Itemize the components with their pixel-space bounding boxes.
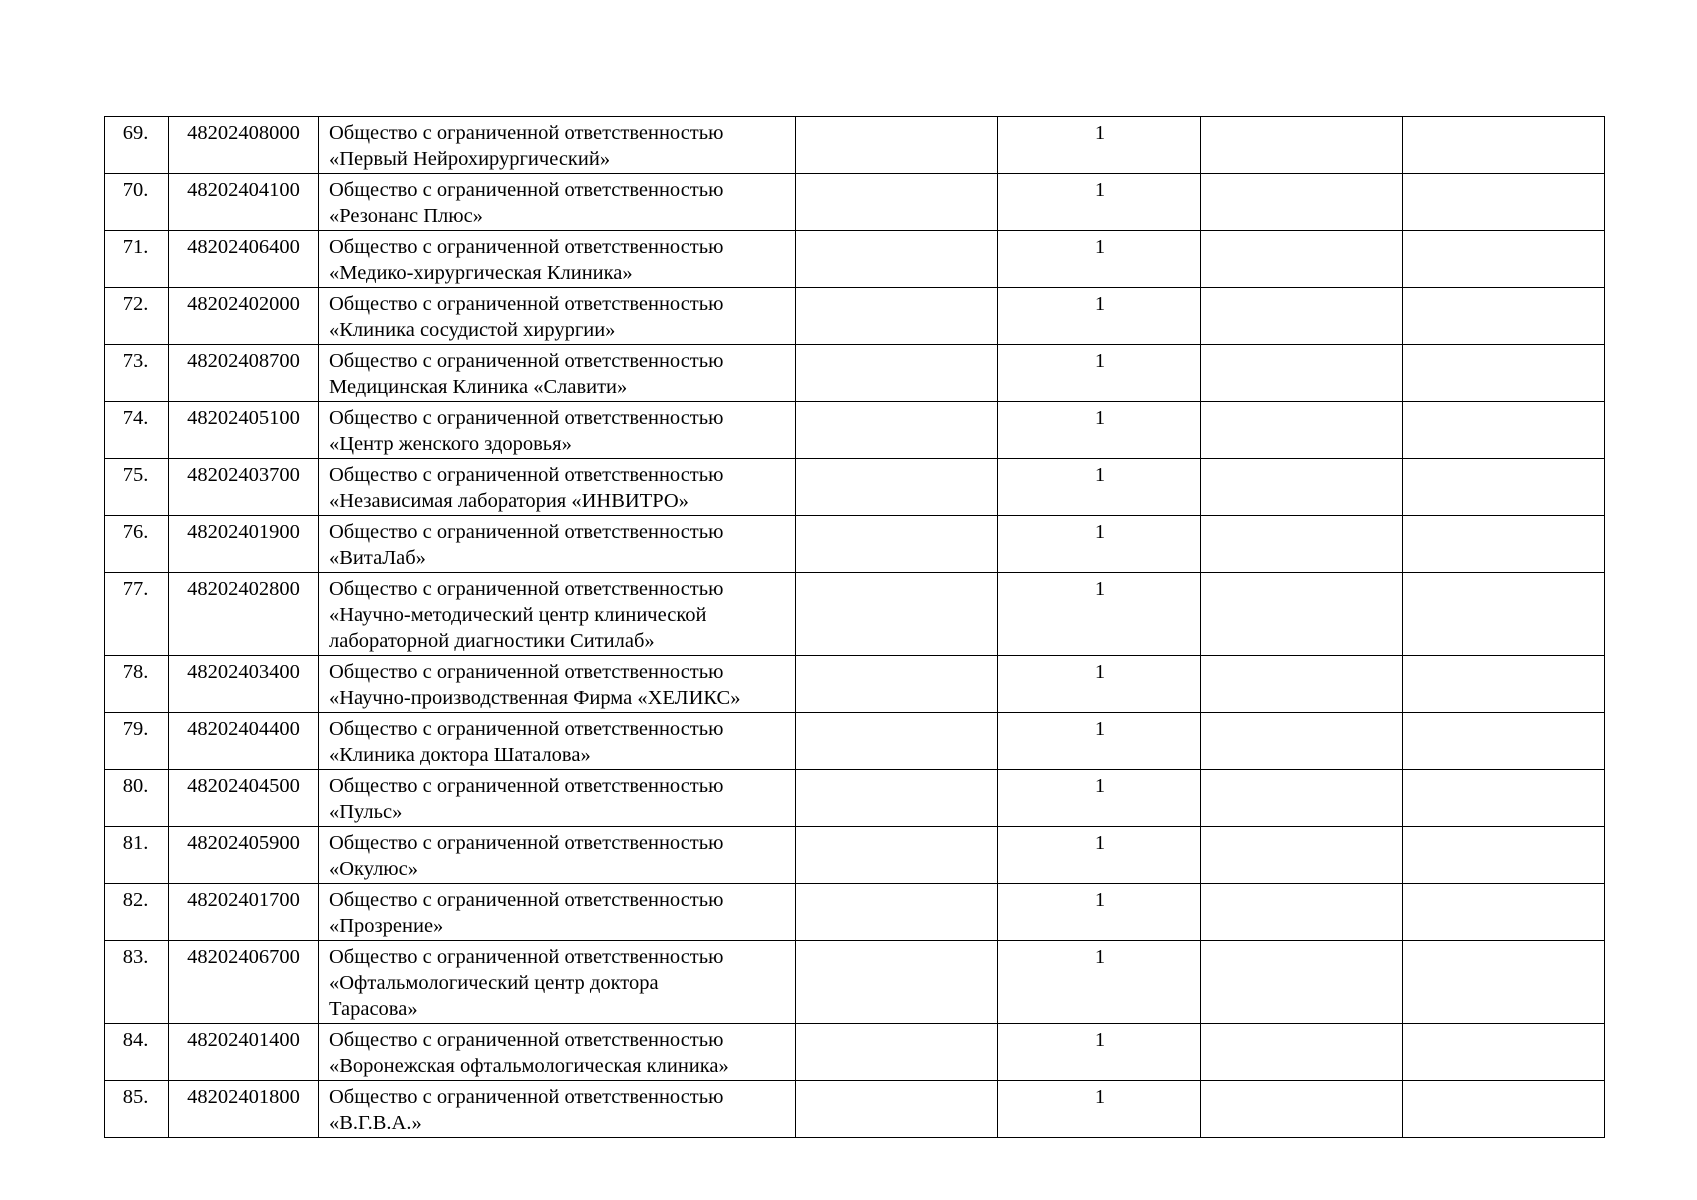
registry-code: 48202403400 bbox=[169, 656, 319, 713]
organization-name bbox=[319, 884, 796, 941]
empty-cell bbox=[1403, 345, 1605, 402]
empty-cell bbox=[1403, 516, 1605, 573]
empty-cell bbox=[1201, 288, 1403, 345]
quantity: 1 bbox=[998, 459, 1201, 516]
empty-cell bbox=[1201, 656, 1403, 713]
organization-name bbox=[319, 459, 796, 516]
row-number: 79. bbox=[105, 713, 169, 770]
quantity: 1 bbox=[998, 402, 1201, 459]
organization-name-line: Общество с ограниченной ответственностью bbox=[329, 946, 724, 968]
empty-cell bbox=[796, 827, 998, 884]
registry-code: 48202404500 bbox=[169, 770, 319, 827]
empty-cell bbox=[796, 656, 998, 713]
empty-cell bbox=[1201, 573, 1403, 656]
empty-cell bbox=[1201, 884, 1403, 941]
organization-name-line: лабораторной диагностики Ситилаб» bbox=[329, 630, 655, 652]
registry-code: 48202404100 bbox=[169, 174, 319, 231]
organization-name bbox=[319, 516, 796, 573]
table-row bbox=[105, 827, 1605, 884]
empty-cell bbox=[1403, 656, 1605, 713]
empty-cell bbox=[1403, 884, 1605, 941]
row-number: 85. bbox=[105, 1081, 169, 1138]
organization-name-line: «Научно-методический центр клинической bbox=[329, 604, 707, 626]
table-row bbox=[105, 656, 1605, 713]
organization-name-line: Общество с ограниченной ответственностью bbox=[329, 889, 724, 911]
empty-cell bbox=[796, 288, 998, 345]
organization-name-line: Общество с ограниченной ответственностью bbox=[329, 122, 724, 144]
organization-name bbox=[319, 713, 796, 770]
row-number: 73. bbox=[105, 345, 169, 402]
registry-code: 48202405900 bbox=[169, 827, 319, 884]
registry-code: 48202402000 bbox=[169, 288, 319, 345]
organization-name-line: Общество с ограниченной ответственностью bbox=[329, 1086, 724, 1108]
quantity: 1 bbox=[998, 1081, 1201, 1138]
quantity: 1 bbox=[998, 117, 1201, 174]
organization-name-line: Тарасова» bbox=[329, 998, 418, 1020]
empty-cell bbox=[796, 713, 998, 770]
empty-cell bbox=[1403, 827, 1605, 884]
empty-cell bbox=[1403, 402, 1605, 459]
organization-name-line: «Первый Нейрохирургический» bbox=[329, 148, 611, 170]
row-number: 69. bbox=[105, 117, 169, 174]
organization-name-line: Общество с ограниченной ответственностью bbox=[329, 1029, 724, 1051]
row-number: 84. bbox=[105, 1024, 169, 1081]
quantity: 1 bbox=[998, 231, 1201, 288]
organization-name-line: «Прозрение» bbox=[329, 915, 444, 937]
quantity: 1 bbox=[998, 770, 1201, 827]
empty-cell bbox=[1403, 770, 1605, 827]
empty-cell bbox=[796, 941, 998, 1024]
organization-name-line: «Клиника сосудистой хирургии» bbox=[329, 319, 616, 341]
organization-name-line: «Воронежская офтальмологическая клиника» bbox=[329, 1055, 729, 1077]
row-number: 78. bbox=[105, 656, 169, 713]
registry-code: 48202401900 bbox=[169, 516, 319, 573]
empty-cell bbox=[796, 770, 998, 827]
empty-cell bbox=[1201, 770, 1403, 827]
row-number: 74. bbox=[105, 402, 169, 459]
organization-name bbox=[319, 402, 796, 459]
organization-name-line: «Резонанс Плюс» bbox=[329, 205, 483, 227]
organization-name-line: «Независимая лаборатория «ИНВИТРО» bbox=[329, 490, 689, 512]
empty-cell bbox=[1403, 573, 1605, 656]
empty-cell bbox=[796, 884, 998, 941]
row-number: 80. bbox=[105, 770, 169, 827]
organization-name-line: «Медико-хирургическая Клиника» bbox=[329, 262, 633, 284]
registry-code: 48202401700 bbox=[169, 884, 319, 941]
organization-name-line: Общество с ограниченной ответственностью bbox=[329, 350, 724, 372]
table-row bbox=[105, 713, 1605, 770]
quantity: 1 bbox=[998, 573, 1201, 656]
organization-name bbox=[319, 288, 796, 345]
empty-cell bbox=[1403, 1081, 1605, 1138]
organization-name-line: Общество с ограниченной ответственностью bbox=[329, 179, 724, 201]
table-body bbox=[105, 117, 1605, 1138]
organization-name-line: «Офтальмологический центр доктора bbox=[329, 972, 659, 994]
empty-cell bbox=[1403, 231, 1605, 288]
empty-cell bbox=[1403, 459, 1605, 516]
empty-cell bbox=[1201, 713, 1403, 770]
table-row bbox=[105, 345, 1605, 402]
quantity: 1 bbox=[998, 656, 1201, 713]
empty-cell bbox=[1403, 288, 1605, 345]
organization-name bbox=[319, 345, 796, 402]
empty-cell bbox=[1201, 1081, 1403, 1138]
organization-name-line: Общество с ограниченной ответственностью bbox=[329, 661, 724, 683]
organization-name bbox=[319, 573, 796, 656]
row-number: 77. bbox=[105, 573, 169, 656]
quantity: 1 bbox=[998, 174, 1201, 231]
quantity: 1 bbox=[998, 713, 1201, 770]
organization-name bbox=[319, 1081, 796, 1138]
empty-cell bbox=[1201, 231, 1403, 288]
organization-name-line: Общество с ограниченной ответственностью bbox=[329, 464, 724, 486]
organization-name-line: Общество с ограниченной ответственностью bbox=[329, 832, 724, 854]
organization-name-line: «ВитаЛаб» bbox=[329, 547, 426, 569]
empty-cell bbox=[1201, 516, 1403, 573]
registry-code: 48202408000 bbox=[169, 117, 319, 174]
organization-name-line: Общество с ограниченной ответственностью bbox=[329, 775, 724, 797]
table-row bbox=[105, 459, 1605, 516]
table-row bbox=[105, 1024, 1605, 1081]
empty-cell bbox=[1201, 459, 1403, 516]
empty-cell bbox=[1403, 174, 1605, 231]
table-row bbox=[105, 941, 1605, 1024]
table-row bbox=[105, 573, 1605, 656]
organization-name bbox=[319, 117, 796, 174]
organization-name-line: «Окулюс» bbox=[329, 858, 418, 880]
organization-name-line: Общество с ограниченной ответственностью bbox=[329, 578, 724, 600]
organizations-table bbox=[104, 116, 1605, 1138]
registry-code: 48202408700 bbox=[169, 345, 319, 402]
organization-name-line: Медицинская Клиника «Славити» bbox=[329, 376, 628, 398]
empty-cell bbox=[1201, 345, 1403, 402]
organization-name-line: «Центр женского здоровья» bbox=[329, 433, 572, 455]
empty-cell bbox=[1201, 117, 1403, 174]
empty-cell bbox=[796, 345, 998, 402]
row-number: 82. bbox=[105, 884, 169, 941]
row-number: 71. bbox=[105, 231, 169, 288]
row-number: 83. bbox=[105, 941, 169, 1024]
empty-cell bbox=[1201, 1024, 1403, 1081]
empty-cell bbox=[796, 174, 998, 231]
empty-cell bbox=[796, 1081, 998, 1138]
organization-name-line: «Клиника доктора Шаталова» bbox=[329, 744, 591, 766]
empty-cell bbox=[796, 516, 998, 573]
registry-code: 48202404400 bbox=[169, 713, 319, 770]
organization-name bbox=[319, 231, 796, 288]
empty-cell bbox=[796, 573, 998, 656]
empty-cell bbox=[1403, 1024, 1605, 1081]
empty-cell bbox=[796, 1024, 998, 1081]
empty-cell bbox=[1201, 402, 1403, 459]
empty-cell bbox=[1201, 174, 1403, 231]
registry-code: 48202402800 bbox=[169, 573, 319, 656]
table-row bbox=[105, 402, 1605, 459]
registry-code: 48202403700 bbox=[169, 459, 319, 516]
row-number: 81. bbox=[105, 827, 169, 884]
quantity: 1 bbox=[998, 827, 1201, 884]
row-number: 75. bbox=[105, 459, 169, 516]
organization-name-line: Общество с ограниченной ответственностью bbox=[329, 293, 724, 315]
empty-cell bbox=[1201, 941, 1403, 1024]
organization-name bbox=[319, 770, 796, 827]
quantity: 1 bbox=[998, 941, 1201, 1024]
organization-name-line: Общество с ограниченной ответственностью bbox=[329, 236, 724, 258]
row-number: 76. bbox=[105, 516, 169, 573]
table-row bbox=[105, 770, 1605, 827]
empty-cell bbox=[796, 231, 998, 288]
registry-code: 48202406400 bbox=[169, 231, 319, 288]
table-row bbox=[105, 516, 1605, 573]
registry-code: 48202406700 bbox=[169, 941, 319, 1024]
organization-name bbox=[319, 174, 796, 231]
empty-cell bbox=[1403, 117, 1605, 174]
empty-cell bbox=[796, 402, 998, 459]
organization-name-line: Общество с ограниченной ответственностью bbox=[329, 521, 724, 543]
row-number: 70. bbox=[105, 174, 169, 231]
organization-name-line: Общество с ограниченной ответственностью bbox=[329, 718, 724, 740]
organization-name bbox=[319, 827, 796, 884]
registry-code: 48202405100 bbox=[169, 402, 319, 459]
quantity: 1 bbox=[998, 1024, 1201, 1081]
organization-name-line: «Пульс» bbox=[329, 801, 403, 823]
organization-name bbox=[319, 656, 796, 713]
registry-code: 48202401800 bbox=[169, 1081, 319, 1138]
organization-name-line: «В.Г.В.А.» bbox=[329, 1112, 422, 1134]
empty-cell bbox=[796, 117, 998, 174]
quantity: 1 bbox=[998, 288, 1201, 345]
table-row bbox=[105, 117, 1605, 174]
quantity: 1 bbox=[998, 345, 1201, 402]
registry-code: 48202401400 bbox=[169, 1024, 319, 1081]
organization-name bbox=[319, 941, 796, 1024]
empty-cell bbox=[1403, 941, 1605, 1024]
table-row bbox=[105, 231, 1605, 288]
quantity: 1 bbox=[998, 884, 1201, 941]
empty-cell bbox=[796, 459, 998, 516]
organization-name-line: «Научно-производственная Фирма «ХЕЛИКС» bbox=[329, 687, 741, 709]
organization-name bbox=[319, 1024, 796, 1081]
empty-cell bbox=[1201, 827, 1403, 884]
table-row bbox=[105, 288, 1605, 345]
table-row bbox=[105, 1081, 1605, 1138]
empty-cell bbox=[1403, 713, 1605, 770]
table-row bbox=[105, 174, 1605, 231]
quantity: 1 bbox=[998, 516, 1201, 573]
row-number: 72. bbox=[105, 288, 169, 345]
organization-name-line: Общество с ограниченной ответственностью bbox=[329, 407, 724, 429]
table-row bbox=[105, 884, 1605, 941]
